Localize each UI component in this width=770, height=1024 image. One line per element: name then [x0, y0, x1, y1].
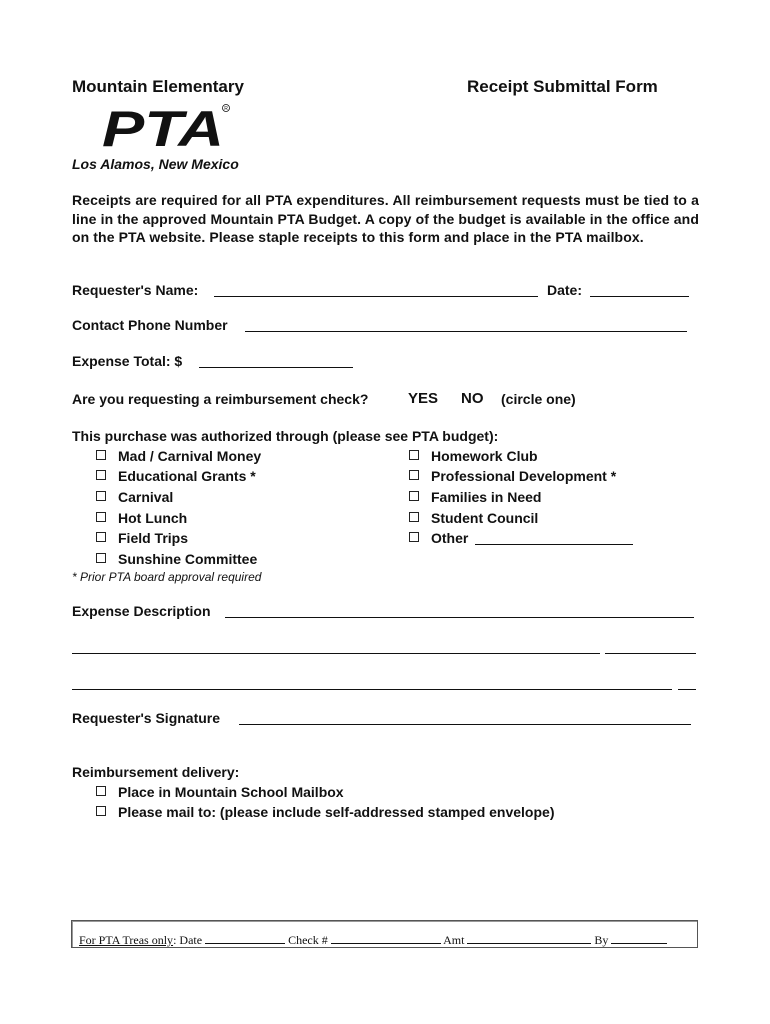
other-field[interactable] — [475, 544, 633, 545]
auth-option-other[interactable] — [409, 530, 468, 546]
checkbox-icon[interactable] — [409, 532, 419, 542]
phone-field[interactable] — [245, 331, 687, 332]
auth-option-families-in-need[interactable] — [409, 489, 541, 505]
option-label: Mad / Carnival Money — [118, 448, 262, 464]
treasurer-amt-field[interactable] — [467, 929, 591, 944]
option-label: Please mail to: (please include self-addressed stamped envelope) — [118, 804, 555, 820]
option-label: Homework Club — [431, 448, 538, 464]
signature-label: Requester's Signature — [72, 710, 221, 726]
option-label: Place in Mountain School Mailbox — [118, 784, 344, 800]
option-label: Families in Need — [431, 489, 542, 505]
yes-option[interactable]: YES — [408, 390, 439, 407]
option-label: Carnival — [118, 489, 174, 505]
delivery-option-mailbox[interactable] — [96, 784, 344, 800]
expense-description-line-3b[interactable] — [678, 689, 696, 690]
expense-description-field[interactable] — [225, 617, 694, 618]
auth-option-educational-grants[interactable] — [96, 468, 256, 484]
requester-name-label: Requester's Name: — [72, 282, 199, 298]
svg-text:R: R — [224, 106, 228, 112]
intro-paragraph: Receipts are required for all PTA expenditures. All reimbursement requests must be tied to a line in the approved Mountain PTA Budget. A copy of the budget is available in the office and on the PTA website. Please staple receipts to this form and place in the PTA mailbox. — [72, 192, 699, 245]
checkbox-icon[interactable] — [96, 806, 106, 816]
auth-option-mad-carnival[interactable] — [96, 448, 261, 464]
option-label: Professional Development * — [431, 468, 617, 484]
checkbox-icon[interactable] — [96, 553, 106, 563]
reimbursement-question: Are you requesting a reimbursement check? — [72, 391, 369, 407]
expense-total-field[interactable] — [199, 367, 353, 368]
expense-total-label: Expense Total: $ — [72, 353, 183, 369]
auth-option-sunshine-committee[interactable] — [96, 551, 257, 567]
option-label: Field Trips — [118, 530, 189, 546]
checkbox-icon[interactable] — [409, 450, 419, 460]
phone-label: Contact Phone Number — [72, 317, 228, 333]
auth-option-student-council[interactable] — [409, 510, 538, 526]
treasurer-check-field[interactable] — [331, 929, 441, 944]
delivery-option-mail[interactable] — [96, 804, 555, 820]
authorization-heading: This purchase was authorized through (please see PTA budget): — [72, 428, 499, 444]
expense-description-label: Expense Description — [72, 603, 211, 619]
option-label: Student Council — [431, 510, 539, 526]
treasurer-by-label: By — [594, 933, 609, 947]
auth-option-hot-lunch[interactable] — [96, 510, 187, 526]
auth-option-professional-development[interactable] — [409, 468, 616, 484]
checkbox-icon[interactable] — [409, 470, 419, 480]
school-name: Mountain Elementary — [72, 77, 244, 96]
approval-footnote: * Prior PTA board approval required — [72, 570, 262, 584]
auth-option-homework-club[interactable] — [409, 448, 538, 464]
checkbox-icon[interactable] — [96, 532, 106, 542]
treasurer-amt-label: Amt — [443, 933, 465, 947]
pta-logo-text: PTA — [102, 102, 224, 150]
expense-description-line-2[interactable] — [72, 653, 600, 654]
treasurer-date-label: Date — [179, 933, 203, 947]
option-label: Hot Lunch — [118, 510, 188, 526]
treasurer-date-field[interactable] — [205, 929, 285, 944]
option-label: Educational Grants * — [118, 468, 256, 484]
auth-option-field-trips[interactable] — [96, 530, 188, 546]
checkbox-icon[interactable] — [96, 491, 106, 501]
no-option[interactable]: NO — [461, 390, 484, 407]
form-title: Receipt Submittal Form — [467, 77, 658, 96]
treasurer-by-field[interactable] — [611, 929, 667, 944]
expense-description-line-2b[interactable] — [605, 653, 696, 654]
treasurer-colon: : — [173, 933, 177, 947]
location: Los Alamos, New Mexico — [72, 156, 239, 172]
checkbox-icon[interactable] — [409, 512, 419, 522]
circle-note: (circle one) — [501, 391, 576, 407]
checkbox-icon[interactable] — [96, 512, 106, 522]
delivery-heading: Reimbursement delivery: — [72, 764, 240, 780]
expense-description-line-3[interactable] — [72, 689, 672, 690]
treasurer-row — [79, 929, 667, 948]
signature-field[interactable] — [239, 724, 691, 725]
treasurer-label: For PTA Treas only — [79, 933, 174, 947]
auth-option-carnival[interactable] — [96, 489, 173, 505]
option-label: Other — [431, 530, 469, 546]
treasurer-check-label: Check # — [288, 933, 328, 947]
checkbox-icon[interactable] — [96, 470, 106, 480]
checkbox-icon[interactable] — [96, 450, 106, 460]
option-label: Sunshine Committee — [118, 551, 258, 567]
date-label: Date: — [547, 282, 583, 298]
pta-logo — [102, 102, 232, 150]
date-field[interactable] — [590, 296, 689, 297]
checkbox-icon[interactable] — [409, 491, 419, 501]
checkbox-icon[interactable] — [96, 786, 106, 796]
requester-name-field[interactable] — [214, 296, 538, 297]
